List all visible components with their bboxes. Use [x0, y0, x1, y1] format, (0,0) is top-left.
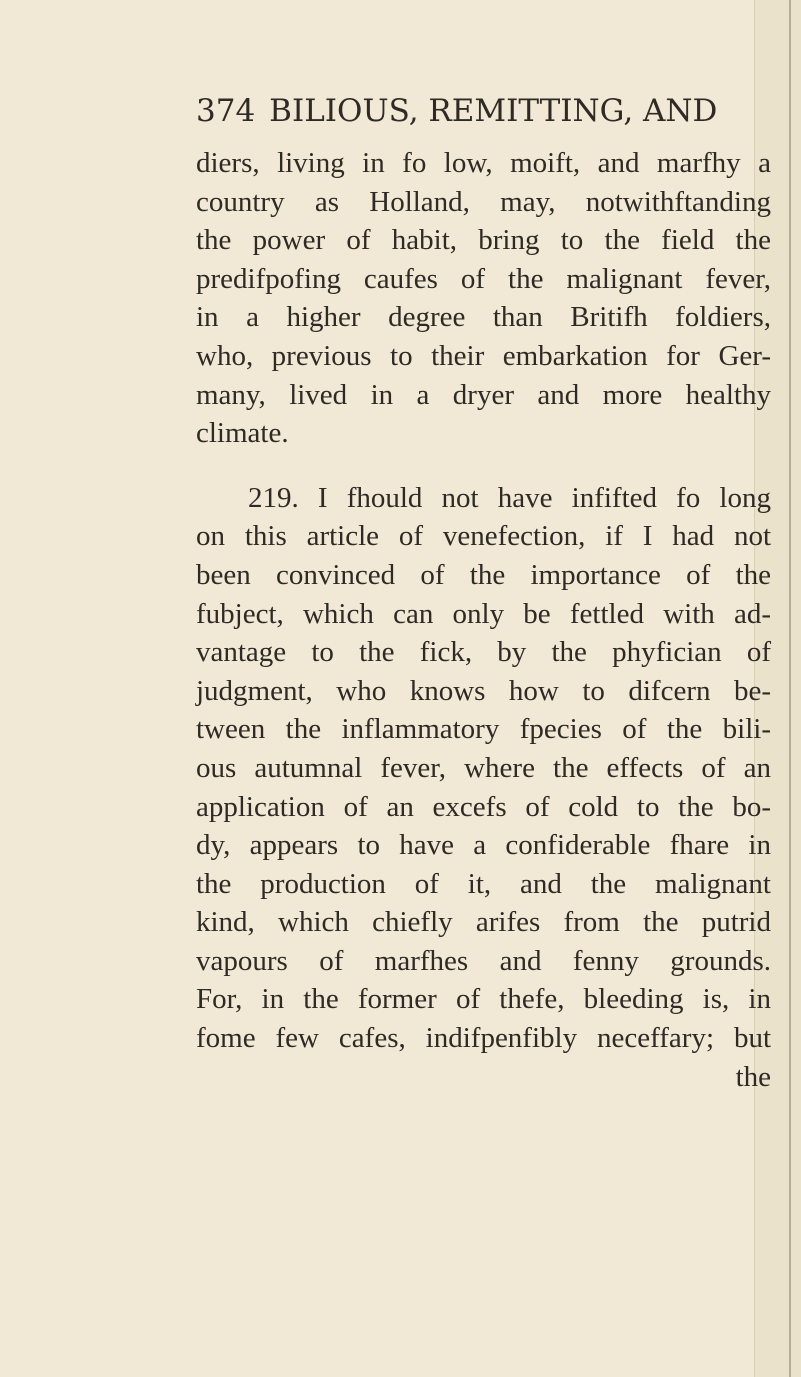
- paragraph-1: [196, 144, 771, 453]
- page-number: 374: [196, 93, 256, 129]
- text-line: ous autumnal fever, where the effects of an: [196, 751, 771, 784]
- text-line: dy, appears to have a confiderable fhare in: [196, 829, 771, 862]
- text-line: the power of habit, bring to the field the: [196, 224, 771, 257]
- text-line: country as Holland, may, notwithftanding: [196, 185, 771, 218]
- text-line: For, in the former of thefe, bleeding is, in: [196, 983, 771, 1016]
- text-line: who, previous to their embarkation for Ger-: [196, 339, 771, 372]
- text-line: diers, living in fo low, moift, and marfhy a: [196, 147, 771, 179]
- text-line: tween the inflammatory fpecies of the bili-: [196, 713, 771, 746]
- text-line: fubject, which can only be fettled with ad-: [196, 597, 771, 630]
- paragraph-2: [196, 479, 771, 1097]
- text-line: climate.: [196, 417, 289, 450]
- page-binding-line: [789, 0, 791, 1377]
- text-line: predifpofing caufes of the malignant fever,: [196, 262, 771, 295]
- text-line: fome few cafes, indifpenfibly neceffary; but: [196, 1022, 771, 1055]
- text-line: on this article of venefection, if I had not: [196, 520, 771, 553]
- text-line: judgment, who knows how to difcern be-: [196, 674, 771, 707]
- text-line: kind, which chiefly arifes from the putrid: [196, 906, 771, 939]
- text-line: been convinced of the importance of the: [196, 558, 771, 591]
- paragraph-spacer: [196, 453, 771, 479]
- text-line: the production of it, and the malignant: [196, 867, 771, 900]
- text-line: many, lived in a dryer and more healthy: [196, 378, 771, 411]
- text-line: vapours of marfhes and fenny grounds.: [196, 944, 771, 977]
- body-text: [196, 144, 771, 1096]
- text-line: vantage to the fick, by the phyfician of: [196, 636, 771, 669]
- running-header: [196, 93, 717, 129]
- text-line: in a higher degree than Britifh foldiers,: [196, 301, 771, 334]
- running-title: BILIOUS, REMITTING, AND: [269, 93, 718, 129]
- text-line: application of an excefs of cold to the bo-: [196, 790, 771, 823]
- text-line: 219. I fhould not have infifted fo long: [248, 481, 771, 514]
- catchword: the: [735, 1060, 771, 1093]
